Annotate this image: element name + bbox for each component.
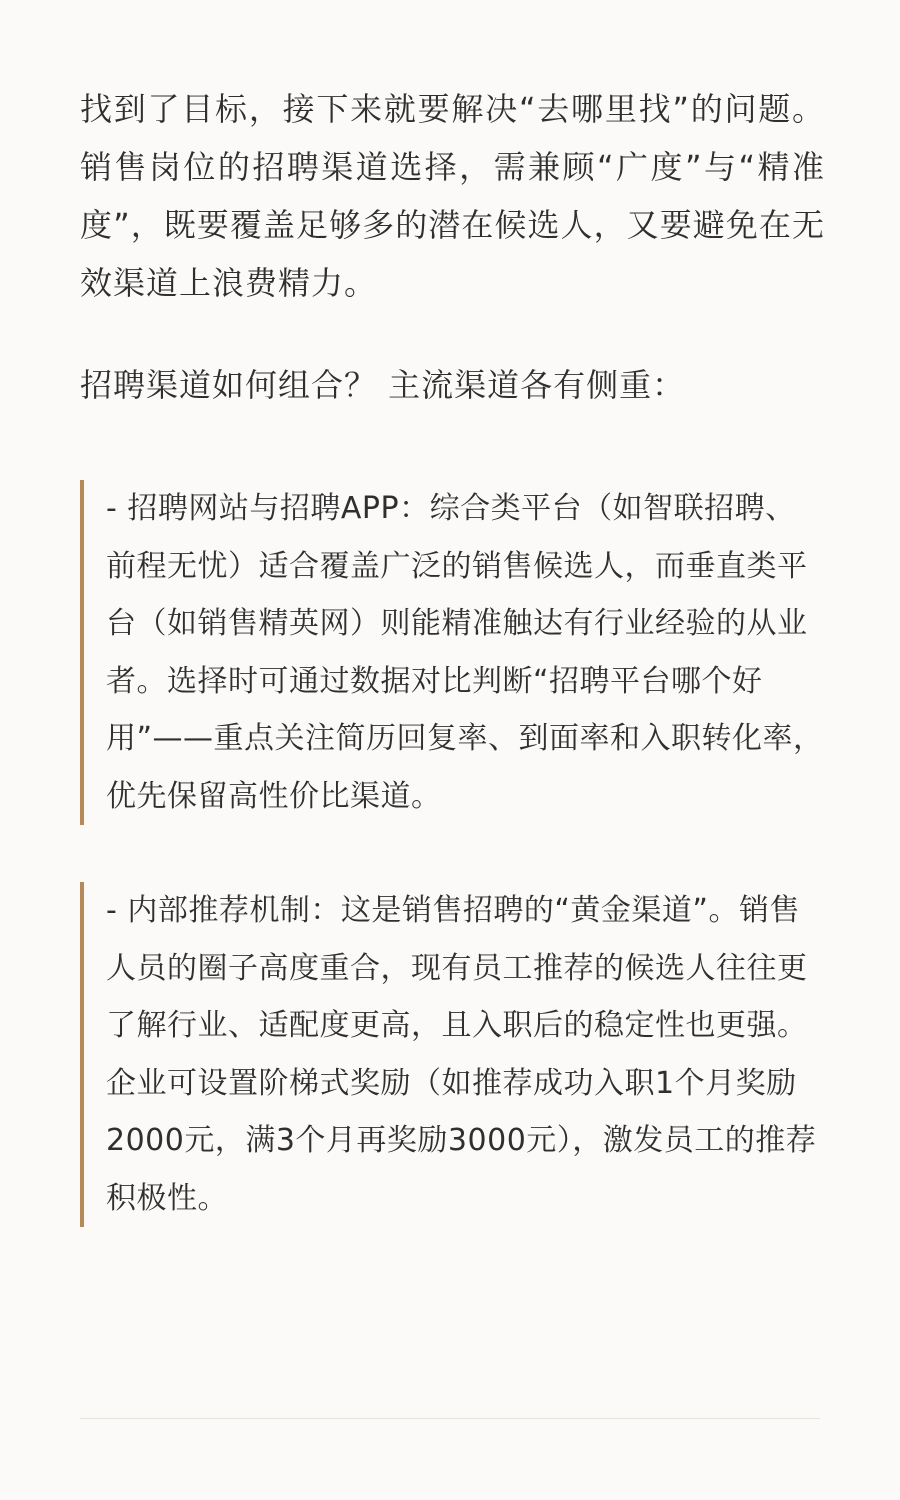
channel-item-referral-text: - 内部推荐机制：这是销售招聘的“黄金渠道”。销售人员的圈子高度重合，现有员工推荐的候选人往往更了解行业、适配度更高，且入职后的稳定性也更强。企业可设置阶梯式奖励（如推荐成功入职1个月奖励2000元，满3个月再奖励3000元），激发员工的推荐积极性。: [106, 893, 817, 1216]
channel-question-heading: 招聘渠道如何组合？ 主流渠道各有侧重：: [80, 366, 686, 404]
channel-blockquote-referral: [80, 882, 825, 1227]
channel-item-job-sites-text: - 招聘网站与招聘APP：综合类平台（如智联招聘、前程无忧）适合覆盖广泛的销售候选人，而垂直类平台（如销售精英网）则能精准触达有行业经验的从业者。选择时可通过数据对比判断“招聘平台哪个好用”——重点关注简历回复率、到面率和入职转化率，优先保留高性价比渠道。: [106, 491, 824, 814]
intro-paragraph: 找到了目标，接下来就要解决“去哪里找”的问题。销售岗位的招聘渠道选择，需兼顾“广度”与“精准度”，既要覆盖足够多的潜在候选人，又要避免在无效渠道上浪费精力。: [80, 90, 825, 302]
bottom-divider: [80, 1418, 820, 1419]
channel-blockquote-job-sites: [80, 480, 825, 825]
